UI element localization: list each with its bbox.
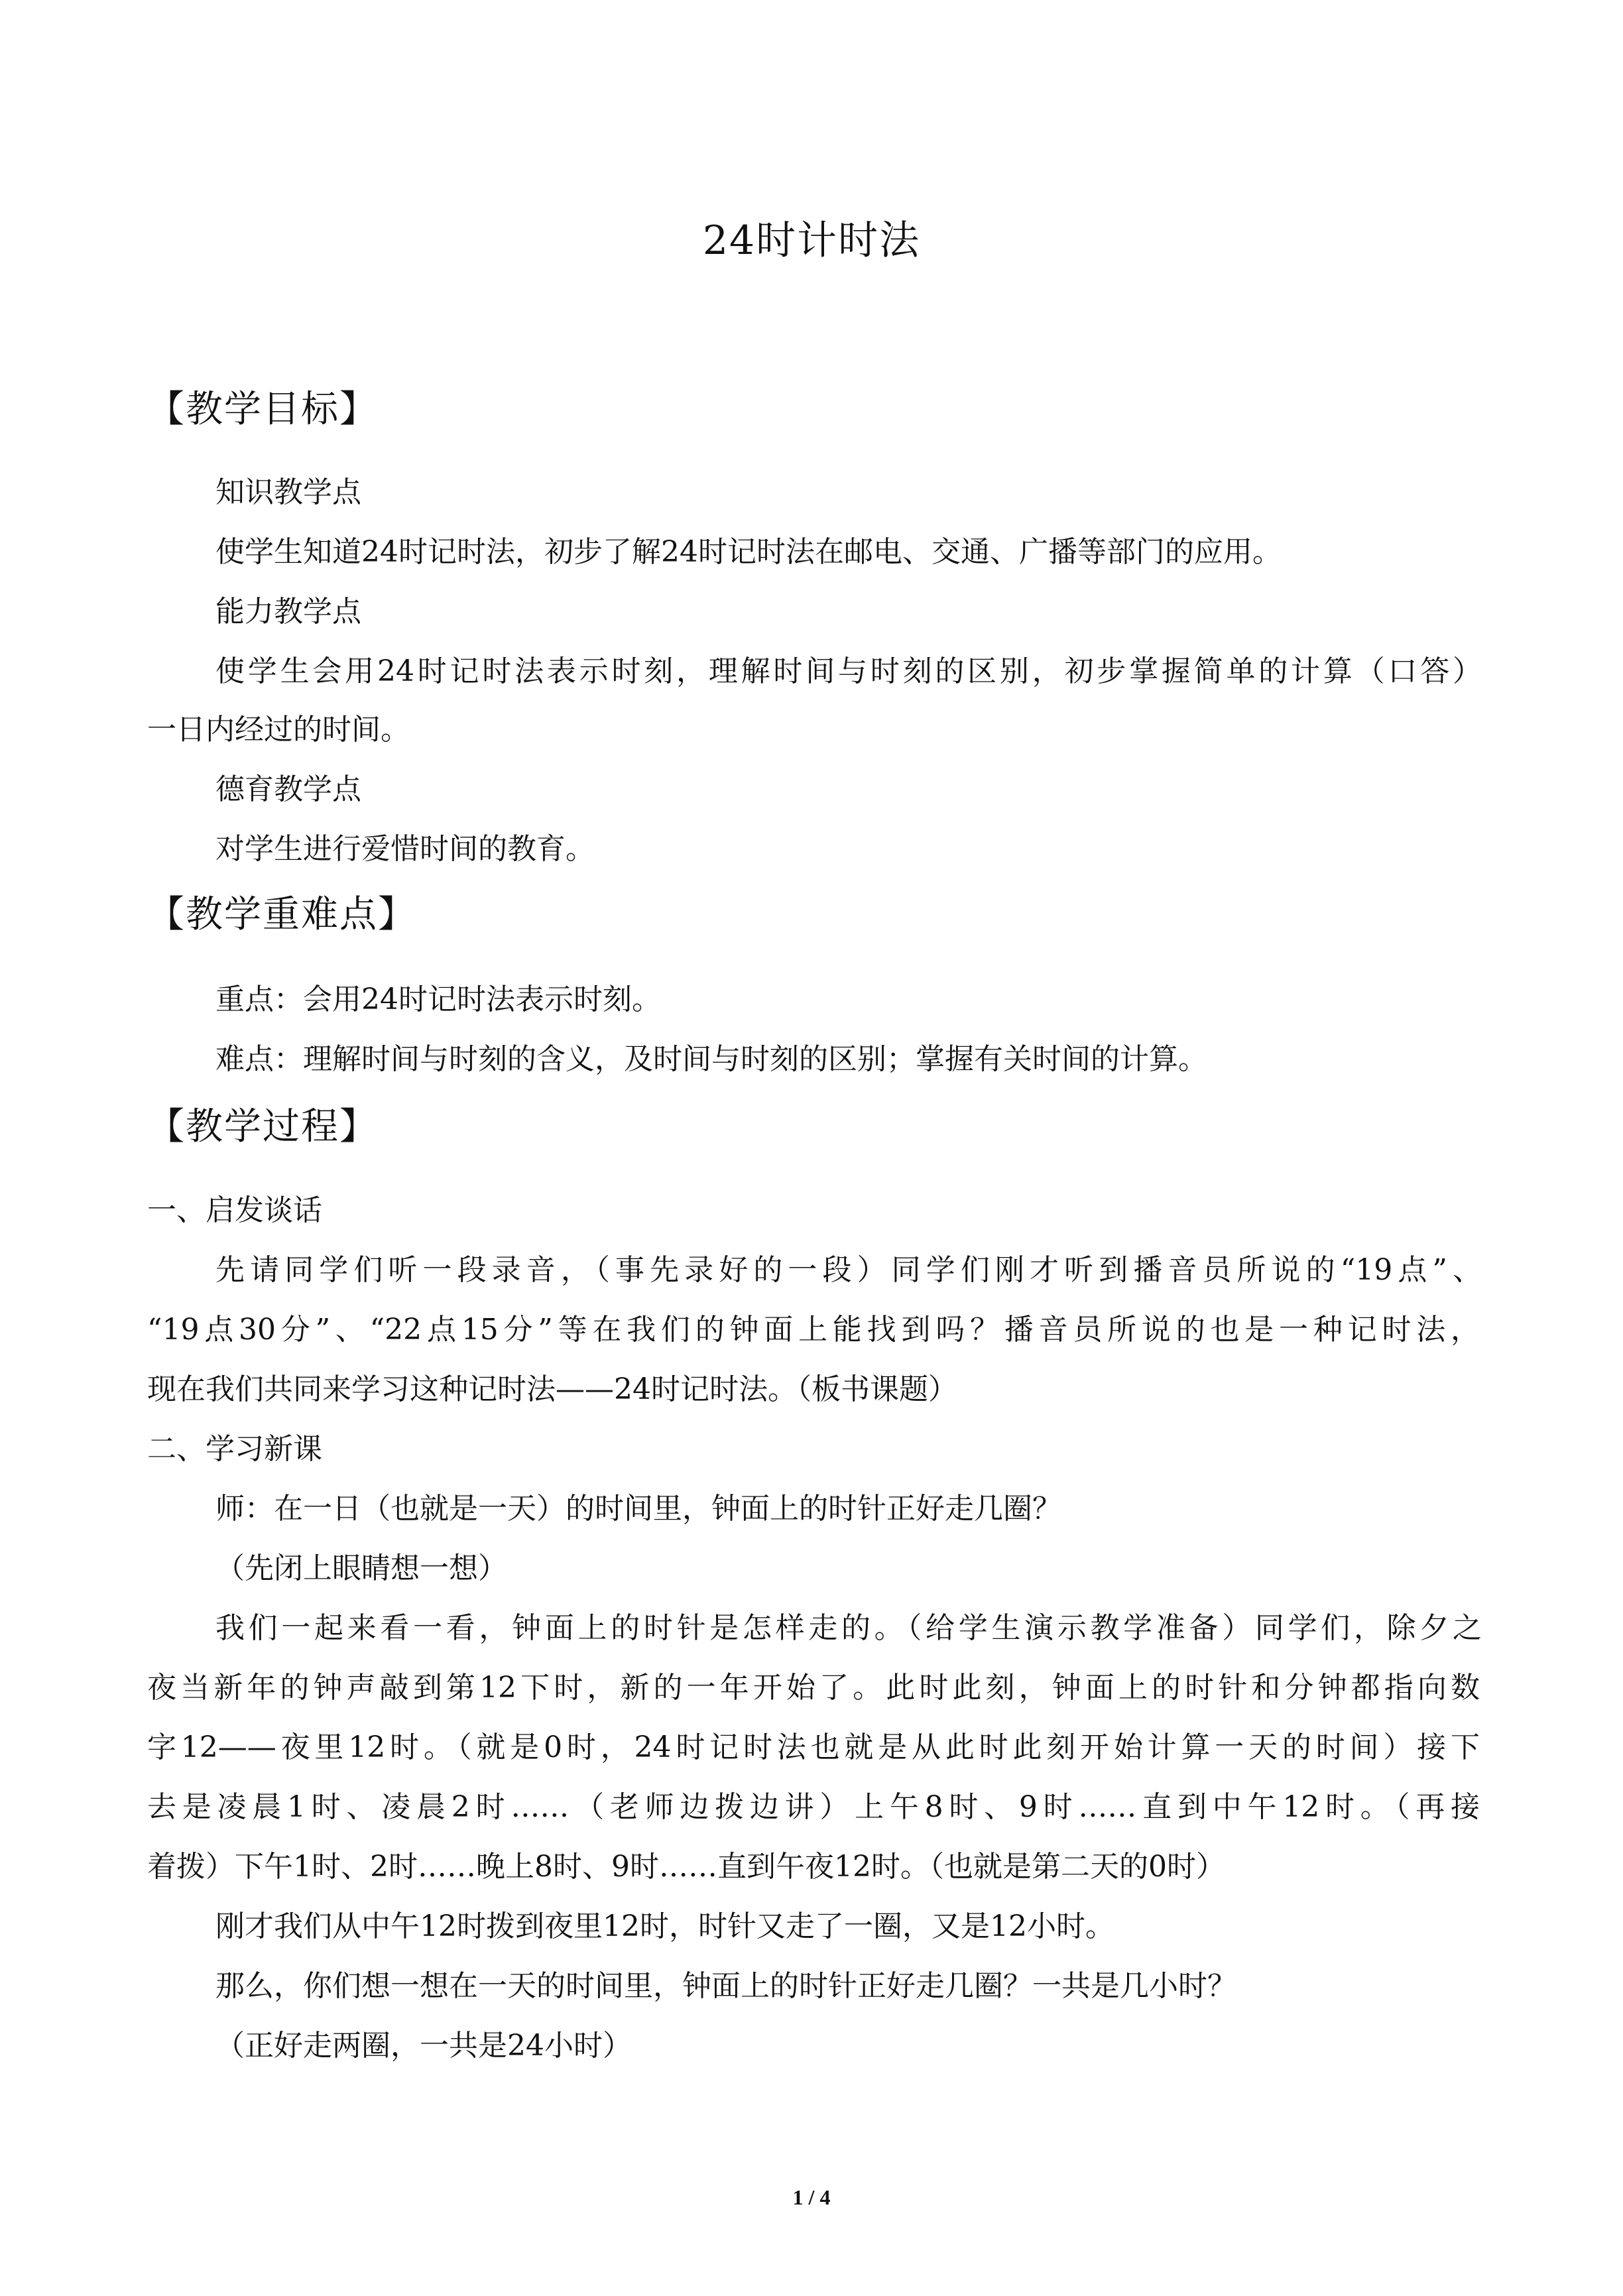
- process-part2-title: 二、学习新课: [147, 1432, 322, 1466]
- process-paragraph1-line3: 字12——夜里12时。（就是0时，24时记时法也就是从此时此刻开始计算一天的时间）接下: [147, 1730, 1480, 1764]
- think-hint: （先闭上眼睛想一想）: [215, 1551, 507, 1585]
- ability-point-label: 能力教学点: [215, 595, 361, 629]
- process-answer: （正好走两圈，一共是24小时）: [215, 2029, 632, 2063]
- ability-point-text-line1: 使学生会用24时记时法表示时刻，理解时间与时刻的区别，初步掌握简单的计算（口答）: [215, 654, 1482, 688]
- moral-point-label: 德育教学点: [215, 772, 361, 806]
- page-number: 1 / 4: [792, 2185, 831, 2209]
- knowledge-point-label: 知识教学点: [215, 475, 361, 509]
- moral-point-text: 对学生进行爱惜时间的教育。: [215, 832, 595, 866]
- process-paragraph3: 那么，你们想一想在一天的时间里，钟面上的时针正好走几圈？一共是几小时？: [215, 1969, 1236, 2003]
- teacher-question: 师：在一日（也就是一天）的时间里，钟面上的时针正好走几圈？: [215, 1492, 1061, 1526]
- process-paragraph1-line1: 我们一起来看一看，钟面上的时针是怎样走的。（给学生演示教学准备）同学们，除夕之: [215, 1611, 1482, 1645]
- process-part1-line2: “19点30分”、“22点15分”等在我们的钟面上能找到吗？播音员所说的也是一种记时法，: [147, 1313, 1480, 1347]
- key-point-text: 重点：会用24时记时法表示时刻。: [215, 983, 661, 1016]
- section-heading-teaching-process: 【教学过程】: [147, 1105, 378, 1148]
- process-part1-line1: 先请同学们听一段录音，（事先录好的一段）同学们刚才听到播音员所说的“19点”、: [215, 1253, 1482, 1287]
- process-paragraph1-line5: 着拨）下午1时、2时……晚上8时、9时……直到午夜12时。（也就是第二天的0时）: [147, 1850, 1225, 1884]
- process-part1-title: 一、启发谈话: [147, 1193, 322, 1227]
- process-paragraph1-line4: 去是凌晨1时、凌晨2时……（老师边拨边讲）上午8时、9时……直到中午12时。（再接: [147, 1790, 1480, 1824]
- ability-point-text-line2: 一日内经过的时间。: [147, 713, 410, 747]
- section-heading-teaching-goals: 【教学目标】: [147, 388, 378, 431]
- process-paragraph1-line2: 夜当新年的钟声敲到第12下时，新的一年开始了。此时此刻，钟面上的时针和分钟都指向数: [147, 1671, 1480, 1705]
- difficult-point-text: 难点：理解时间与时刻的含义，及时间与时刻的区别；掌握有关时间的计算。: [215, 1042, 1207, 1076]
- section-heading-key-points: 【教学重难点】: [147, 893, 416, 936]
- process-part1-line3: 现在我们共同来学习这种记时法——24时记时法。（板书课题）: [147, 1372, 957, 1406]
- process-paragraph2: 刚才我们从中午12时拨到夜里12时，时针又走了一圈，又是12小时。: [215, 1909, 1114, 1943]
- page-title: 24时计时法: [702, 217, 921, 264]
- knowledge-point-text: 使学生知道24时记时法，初步了解24时记时法在邮电、交通、广播等部门的应用。: [215, 535, 1282, 569]
